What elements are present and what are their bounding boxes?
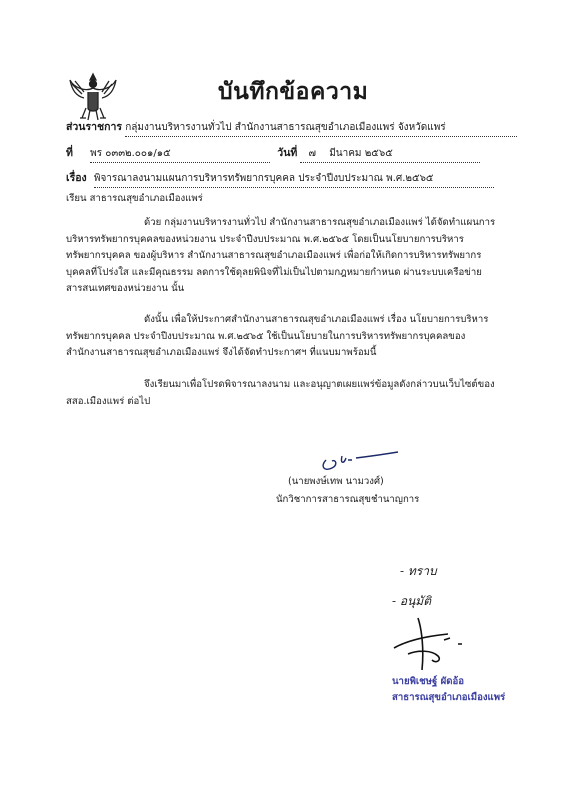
approver-stamp-name: นายพิเชษฐ์ ผัดอ้อ [392,676,465,687]
date-month-year: มีนาคม ๒๕๖๕ [329,148,393,159]
date-day: ๗ [308,148,317,159]
paragraph-line: จึงเรียนมาเพื่อโปรดพิจารณาลงนาม และอนุญาตเผยแพร่ข้อมูลดังกล่าวบนเว็บไซต์ของ [144,379,495,390]
approval-note-approve: - อนุมัติ [392,594,431,608]
reference-row [66,144,480,163]
paragraph-line: สสอ.เมืองแพร่ ต่อไป [66,395,151,407]
subject-label: เรื่อง [66,172,87,184]
salutation: เรียน สาธารณสุขอำเภอเมืองแพร่ [66,193,203,204]
signature-icon [312,446,402,476]
paragraph-line: ด้วย กลุ่มงานบริหารงานทั่วไป สำนักงานสาธารณสุขอำเภอเมืองแพร่ ได้จัดทำแผนการ [144,217,496,228]
department-label: ส่วนราชการ [66,121,123,133]
paragraph-line: บริหารทรัพยากรบุคคลของหน่วยงาน ประจำปีงบประมาณ พ.ศ.๒๕๖๕ โดยเป็นนโยบายการบริหาร [66,233,464,245]
ref-label: ที่ [66,147,73,159]
paragraph-line: ดังนั้น เพื่อให้ประกาศสำนักงานสาธารณสุขอำเภอเมืองแพร่ เรื่อง นโยบายการบริหาร [144,314,489,325]
garuda-emblem-icon [66,70,120,124]
ref-value: พร ๐๓๓๒.๐๐๑/๑๕ [90,146,270,163]
approver-signature-icon [388,610,478,674]
paragraph-line: ทรัพยากรบุคคล ของผู้บริหาร สำนักงานสาธารณสุขอำเภอเมืองแพร่ เพื่อก่อให้เกิดการบริหารทรัพยากร [66,250,482,261]
approver-stamp-title: สาธารณสุขอำเภอเมืองแพร่ [392,692,506,703]
department-value: กลุ่มงานบริหารงานทั่วไป สำนักงานสาธารณสุขอำเภอเมืองแพร่ จังหวัดแพร่ [125,120,517,137]
subject-value: พิจารณาลงนามแผนการบริหารทรัพยากรบุคคล ประจำปีงบประมาณ พ.ศ.๒๕๖๕ [94,171,494,188]
paragraph-1 [66,215,495,298]
date-label: วันที่ [277,147,298,159]
signer-name: (นายพงษ์เทพ นามวงศ์) [288,476,384,487]
paragraph-line: บุคคลที่โปร่งใส และมีคุณธรรม ลดการใช้ดุลยพินิจที่ไม่เป็นไปตามกฎหมายกำหนด ผ่านระบบเครือข่าย [66,266,482,278]
memo-title: บันทึกข้อความ [218,79,369,105]
paragraph-3 [66,377,495,410]
department-row [66,118,517,137]
subject-row [66,169,494,188]
paragraph-line: ทรัพยากรบุคคล ประจำปีงบประมาณ พ.ศ.๒๕๖๕ ใช้เป็นนโยบายในการบริหารทรัพยากรบุคคลของ [66,330,466,342]
signer-position: นักวิชาการสาธารณสุขชำนาญการ [276,494,420,505]
paragraph-2 [66,312,488,362]
paragraph-line: สารสนเทศของหน่วยงาน นั้น [66,283,185,294]
approval-note-acknowledge: - ทราบ [400,564,437,578]
paragraph-line: สำนักงานสาธารณสุขอำเภอเมืองแพร่ จึงได้จัดทำประกาศฯ ที่แนบมาพร้อมนี้ [66,347,377,358]
